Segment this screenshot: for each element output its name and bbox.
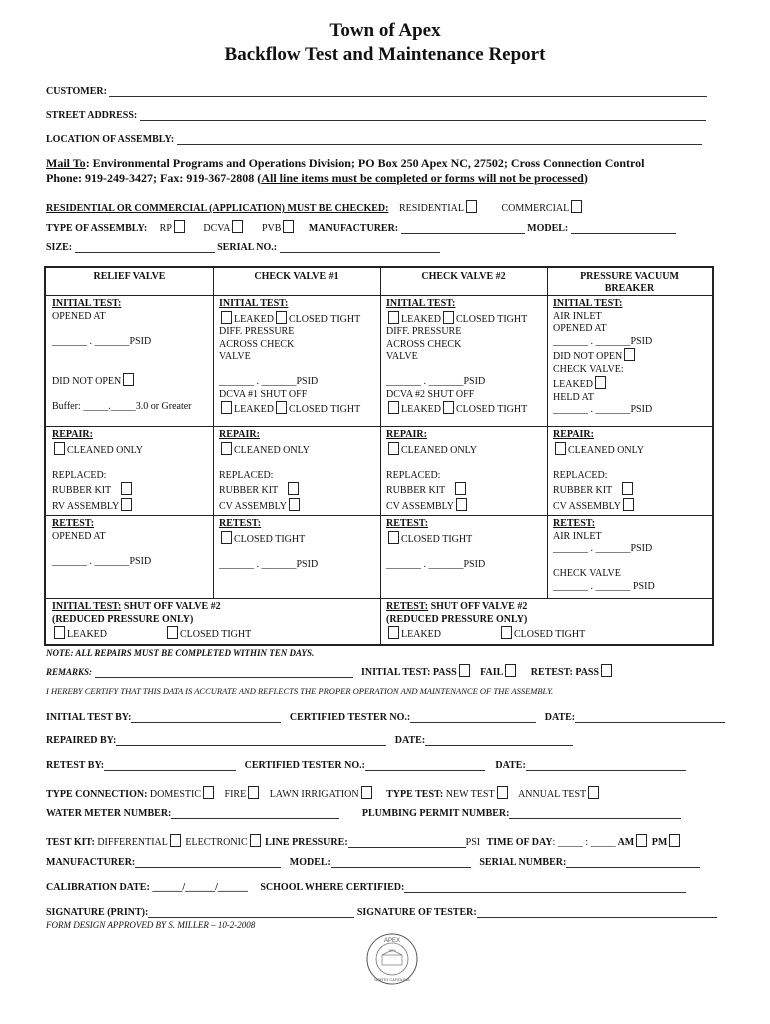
cv1-psid[interactable]: _______ . _______PSID [219,376,319,387]
annual-test-label: ANNUAL TEST [518,789,587,800]
fail-label: FAIL [480,667,504,678]
cv2-repair-title: REPAIR: [386,429,427,440]
rp-label: RP [159,223,172,234]
pvb-retest-title: RETEST: [553,518,596,529]
pvb-leaked-checkbox[interactable] [595,376,606,389]
new-test-label: NEW TEST [445,789,495,800]
initial-cert-field[interactable] [410,712,536,723]
cv1-closed-label: CLOSED TIGHT [289,313,361,325]
pvb-label: PVB [261,223,282,234]
size-row [46,242,440,253]
dcva-label: DCVA [203,223,231,234]
cv2-dcva-shutoff: DCVA #2 SHUT OFF [386,388,475,400]
pvb-air-inlet: AIR INLET [553,310,602,322]
initial-shutoff-leaked-checkbox[interactable] [54,626,65,639]
retest-date-label: DATE: [495,760,526,771]
pvb-retest-air: AIR INLET [553,530,602,542]
type-test-label: TYPE TEST: [386,789,444,800]
cv2-initial [386,298,527,417]
signature-print-field[interactable] [148,907,354,918]
time-of-day-field[interactable]: : _____ : _____ [552,837,616,848]
cv2-across: ACROSS CHECK [386,338,462,350]
cv1-initial-title: INITIAL TEST: [219,298,289,309]
serial-number-label: SERIAL NUMBER: [479,857,567,868]
application-label: RESIDENTIAL OR COMMERCIAL (APPLICATION) MUST BE CHECKED: [46,203,389,214]
differential-checkbox[interactable] [170,834,181,847]
manufacturer-row [46,857,700,868]
signature-row [46,907,717,918]
pm-checkbox[interactable] [669,834,680,847]
signature-print-label: SIGNATURE (PRINT): [46,907,149,918]
pvb-rubber-kit-checkbox[interactable] [622,482,633,495]
model2-field[interactable] [331,857,471,868]
retest-shutoff-reduced: (REDUCED PRESSURE ONLY) [386,613,528,625]
commercial-checkbox[interactable] [571,200,582,213]
customer-row [46,86,707,97]
initial-shutoff-closed-checkbox[interactable] [167,626,178,639]
dcva-checkbox[interactable] [232,220,243,233]
psi-label: PSI [465,837,481,848]
cv1-retest-closed-checkbox[interactable] [221,531,232,544]
cv1-shutoff-leaked-label: LEAKED [234,404,274,415]
cv1-retest [219,518,318,571]
cv2-retest-closed-checkbox[interactable] [388,531,399,544]
domestic-checkbox[interactable] [203,786,214,799]
certification-text: I HEREBY CERTIFY THAT THIS DATA IS ACCURATE AND REFLECTS THE PROPER OPERATION AND MAINTENANCE OF THE ASSEMBLY. [46,686,554,696]
customer-label: CUSTOMER: [46,86,107,97]
manufacturer-field[interactable] [401,223,525,234]
electronic-label: ELECTRONIC [185,837,248,848]
calibration-field[interactable]: ______/______/______ [152,882,248,893]
pvb-psid-2[interactable]: _______ . _______PSID [553,404,653,415]
cv1-shutoff-leaked-checkbox[interactable] [221,401,232,414]
residential-checkbox[interactable] [466,200,477,213]
fire-checkbox[interactable] [248,786,259,799]
rp-checkbox[interactable] [174,220,185,233]
relief-opened-at: OPENED AT [52,310,106,322]
retest-shutoff-closed-checkbox[interactable] [501,626,512,639]
page-title: Town of Apex [329,20,441,41]
seal-top-text: APEX [383,938,401,944]
pvb-repair-title: REPAIR: [553,429,594,440]
manufacturer2-field[interactable] [135,857,281,868]
line-pressure-label: LINE PRESSURE [265,837,345,848]
cv2-rubber-kit-checkbox[interactable] [455,482,466,495]
mail-to-block [46,156,645,186]
pvb-rubber-kit: RUBBER KIT [553,485,613,496]
header-pvb-line1: PRESSURE VACUUM [580,271,679,282]
retest-shutoff-leaked: LEAKED [401,629,441,640]
manufacturer-label: MANUFACTURER: [308,223,399,234]
cv1-repair [219,429,310,513]
meter-row [46,808,681,819]
cv1-cv-assembly-checkbox[interactable] [289,498,300,511]
connection-row [46,786,601,800]
retest-by-field[interactable] [104,760,236,771]
initial-shutoff-leaked: LEAKED [67,629,107,640]
initial-by-field[interactable] [131,712,281,723]
retest-pass-checkbox[interactable] [601,664,612,677]
new-test-checkbox[interactable] [497,786,508,799]
initial-shutoff-closed: CLOSED TIGHT [180,629,252,640]
application-row [46,200,584,214]
lawn-checkbox[interactable] [361,786,372,799]
cv2-cleaned-label: CLEANED ONLY [401,444,477,456]
pm-label: PM [651,837,668,848]
pvb-held-at: HELD AT [553,391,594,403]
pvb-cv-assembly: CV ASSEMBLY [553,500,622,512]
cv1-valve: VALVE [219,351,251,362]
phone-warning: All line items must be completed or forms will not be processed [261,171,584,185]
initial-pass-label: INITIAL TEST: PASS [361,667,457,678]
relief-rubber-kit-checkbox[interactable] [121,482,132,495]
cv1-leaked-checkbox[interactable] [221,311,232,324]
pvb-cv-assembly-checkbox[interactable] [623,498,634,511]
initial-shutoff-reduced: (REDUCED PRESSURE ONLY) [52,613,194,625]
location-label: LOCATION OF ASSEMBLY: [46,134,175,145]
cv2-shutoff-closed-checkbox[interactable] [443,401,454,414]
retest-shutoff-title: RETEST: [386,601,429,612]
am-label: AM [617,837,635,848]
retest-date-field[interactable] [526,760,686,771]
cv2-closed-checkbox[interactable] [443,311,454,324]
lawn-label: LAWN IRRIGATION [269,789,359,800]
retest-cert-label: CERTIFIED TESTER NO.: [244,760,365,771]
domestic-label: DOMESTIC [149,789,202,800]
cv2-cleaned-checkbox[interactable] [388,442,399,455]
relief-did-not-open-checkbox[interactable] [123,373,134,386]
repaired-date-field[interactable] [425,735,573,746]
initial-shutoff-rest: SHUT OFF VALVE #2 [121,601,221,612]
relief-repair [52,429,143,513]
header-pvb-line2: BREAKER [604,283,655,294]
pvb-replaced: REPLACED: [553,469,608,481]
time-of-day-label: TIME OF DAY [486,837,553,848]
cv1-cleaned-checkbox[interactable] [221,442,232,455]
cv1-retest-closed-label: CLOSED TIGHT [234,533,306,545]
pvb-cleaned-label: CLEANED ONLY [568,444,644,456]
cv2-cv-assembly: CV ASSEMBLY [386,500,455,512]
initial-cert-label: CERTIFIED TESTER NO.: [289,712,411,723]
initial-date-field[interactable] [575,712,725,723]
cv1-shutoff-closed-label: CLOSED TIGHT [289,404,361,415]
model-label: MODEL: [527,223,569,234]
calibration-row [46,882,686,893]
repaired-by-row [46,735,573,746]
cv1-leaked-label: LEAKED [234,313,274,325]
relief-buffer[interactable]: Buffer: _____._____3.0 or Greater [52,401,192,412]
remarks-field[interactable] [95,667,353,678]
water-meter-field[interactable] [171,808,339,819]
plumbing-permit-field[interactable] [509,808,681,819]
cv2-psid[interactable]: _______ . _______PSID [386,376,486,387]
relief-repair-title: REPAIR: [52,429,93,440]
am-checkbox[interactable] [636,834,647,847]
cv1-cv-assembly: CV ASSEMBLY [219,500,288,512]
cv2-leaked-checkbox[interactable] [388,311,399,324]
town-seal-icon [366,933,418,985]
pvb-initial [553,298,652,417]
electronic-checkbox[interactable] [250,834,261,847]
plumbing-permit-label: PLUMBING PERMIT NUMBER: [361,808,510,819]
manufacturer2-label: MANUFACTURER: [46,857,136,868]
page-subtitle: Backflow Test and Maintenance Report [224,44,546,65]
initial-pass-checkbox[interactable] [459,664,470,677]
calibration-label: CALIBRATION DATE: [46,882,150,893]
cv2-shutoff-leaked-checkbox[interactable] [388,401,399,414]
commercial-label: COMMERCIAL [501,203,570,214]
cv1-initial [219,298,360,417]
relief-retest [52,518,151,568]
signature-tester-label: SIGNATURE OF TESTER: [356,907,477,918]
test-kit-label: TEST KIT: [46,837,95,848]
street-row [46,110,706,121]
retest-shutoff-rest: SHUT OFF VALVE #2 [428,601,528,612]
pvb-repair [553,429,644,513]
size-label: SIZE: [46,242,73,253]
cv2-shutoff-leaked-label: LEAKED [401,404,441,415]
pvb-retest [553,518,655,593]
pvb-initial-title: INITIAL TEST: [553,298,623,309]
retest-shutoff [386,601,585,642]
relief-rubber-kit: RUBBER KIT [52,485,112,496]
serial-field[interactable] [280,242,440,253]
phone-end: ) [583,171,588,185]
signature-tester-field[interactable] [477,907,717,918]
cv1-repair-title: REPAIR: [219,429,260,440]
retest-pass-label: RETEST: PASS [530,667,600,678]
cv2-retest-title: RETEST: [386,518,429,529]
cv2-cv-assembly-checkbox[interactable] [456,498,467,511]
test-table [44,266,714,646]
school-label: SCHOOL WHERE CERTIFIED: [260,882,405,893]
seal-bottom-text: NORTH CAROLINA [374,977,410,982]
relief-cleaned-checkbox[interactable] [54,442,65,455]
street-label: STREET ADDRESS: [46,110,138,121]
retest-by-label: RETEST BY: [46,760,105,771]
repaired-by-label: REPAIRED BY: [46,735,117,746]
pvb-opened-at: OPENED AT [553,323,607,334]
pvb-did-not-open: DID NOT OPEN [553,351,623,362]
test-kit-row: TEST KIT: DIFFERENTIAL ELECTRONIC LINE PRESSURE: PSI TIME OF DAY: _____ : _____ AM PM [46,834,682,848]
cv1-retest-psid[interactable]: _______ . _______PSID [219,558,319,570]
cv1-dcva-shutoff: DCVA #1 SHUT OFF [219,388,308,400]
cv2-rubber-kit: RUBBER KIT [386,485,446,496]
retest-shutoff-leaked-checkbox[interactable] [388,626,399,639]
remarks-row [46,664,614,678]
location-row [46,134,702,145]
pvb-did-not-open-checkbox[interactable] [624,348,635,361]
annual-test-checkbox[interactable] [588,786,599,799]
school-field[interactable] [404,882,686,893]
header-check-valve-2: CHECK VALVE #2 [421,271,506,282]
cv2-leaked-label: LEAKED [401,313,441,325]
relief-did-not-open: DID NOT OPEN [52,376,122,387]
pvb-leaked: LEAKED [553,379,593,390]
fail-checkbox[interactable] [505,664,516,677]
cv1-retest-title: RETEST: [219,518,262,529]
cv1-rubber-kit-checkbox[interactable] [288,482,299,495]
retest-cert-field[interactable] [365,760,485,771]
type-connection-label: TYPE CONNECTION: [46,789,148,800]
relief-retest-title: RETEST: [52,518,95,529]
relief-retest-opened: OPENED AT [52,530,106,542]
cv2-diff: DIFF. PRESSURE [386,326,462,337]
street-field[interactable] [140,110,706,121]
initial-shutoff [52,601,251,642]
cv2-closed-label: CLOSED TIGHT [456,313,528,325]
cv1-diff: DIFF. PRESSURE [219,326,295,337]
cv2-valve: VALVE [386,351,418,362]
cv1-cleaned-label: CLEANED ONLY [234,444,310,456]
cv2-retest [386,518,485,571]
model2-label: MODEL: [289,857,331,868]
pvb-checkbox[interactable] [283,220,294,233]
form-design-note: FORM DESIGN APPROVED BY S. MILLER – 10-2-2008 [46,920,256,930]
model-field[interactable] [571,223,676,234]
line-pressure-field[interactable] [348,837,466,848]
assembly-type-label: TYPE OF ASSEMBLY: [46,223,148,234]
retest-by-row [46,760,686,771]
header-check-valve-1: CHECK VALVE #1 [254,271,339,282]
pvb-cleaned-checkbox[interactable] [555,442,566,455]
cv2-repair [386,429,477,513]
cv2-initial-title: INITIAL TEST: [386,298,456,309]
relief-psid[interactable]: _______ . _______PSID [52,335,152,347]
cv1-shutoff-closed-checkbox[interactable] [276,401,287,414]
residential-label: RESIDENTIAL [398,203,464,214]
size-field[interactable] [75,242,215,253]
cv1-rubber-kit: RUBBER KIT [219,485,279,496]
initial-date-label: DATE: [544,712,576,723]
relief-cleaned-label: CLEANED ONLY [67,444,143,456]
retest-shutoff-closed: CLOSED TIGHT [514,629,586,640]
customer-field[interactable] [109,86,707,97]
mail-label: Mail To [46,156,86,170]
pvb-check-valve: CHECK VALVE: [553,363,624,375]
water-meter-label: WATER METER NUMBER: [46,808,172,819]
pvb-retest-psid-1[interactable]: _______ . _______PSID [553,543,653,554]
location-field[interactable] [177,134,702,145]
seal-year-text: 1873 [388,949,396,953]
remarks-label: REMARKS: [46,667,93,677]
header-pvb [547,271,712,295]
serial-number-field[interactable] [566,857,700,868]
initial-by-row [46,712,725,723]
relief-rv-assembly: RV ASSEMBLY [52,500,120,512]
note: NOTE: ALL REPAIRS MUST BE COMPLETED WITHIN TEN DAYS. [46,648,315,658]
cv2-retest-psid[interactable]: _______ . _______PSID [386,558,486,570]
initial-shutoff-title: INITIAL TEST: [52,601,122,612]
fire-label: FIRE [224,789,247,800]
initial-by-label: INITIAL TEST BY: [46,712,132,723]
cv2-shutoff-closed-label: CLOSED TIGHT [456,404,528,415]
relief-initial [52,298,192,414]
assembly-type-row [46,220,676,234]
repaired-by-field[interactable] [116,735,386,746]
pvb-psid-1[interactable]: _______ . _______PSID [553,335,653,347]
repaired-date-label: DATE: [394,735,426,746]
cv1-closed-checkbox[interactable] [276,311,287,324]
differential-label: DIFFERENTIAL [97,837,168,848]
pvb-retest-check: CHECK VALVE [553,568,621,579]
mail-text: : Environmental Programs and Operations Division; PO Box 250 Apex NC, 27502; Cross Connection Control [85,156,645,170]
relief-retest-psid[interactable]: _______ . _______PSID [52,555,152,567]
cv2-retest-closed-label: CLOSED TIGHT [401,533,473,545]
relief-rv-assembly-checkbox[interactable] [121,498,132,511]
serial-label: SERIAL NO.: [217,242,278,253]
header-relief-valve: RELIEF VALVE [93,271,166,282]
phone-text: Phone: 919-249-3427; Fax: 919-367-2808 ( [46,171,262,185]
cv2-replaced: REPLACED: [386,469,441,481]
cv1-replaced: REPLACED: [219,469,274,481]
relief-initial-title: INITIAL TEST: [52,298,122,309]
relief-replaced: REPLACED: [52,469,107,481]
cv1-across: ACROSS CHECK [219,338,295,350]
pvb-retest-psid-2[interactable]: _______ . _______ PSID [553,580,655,592]
